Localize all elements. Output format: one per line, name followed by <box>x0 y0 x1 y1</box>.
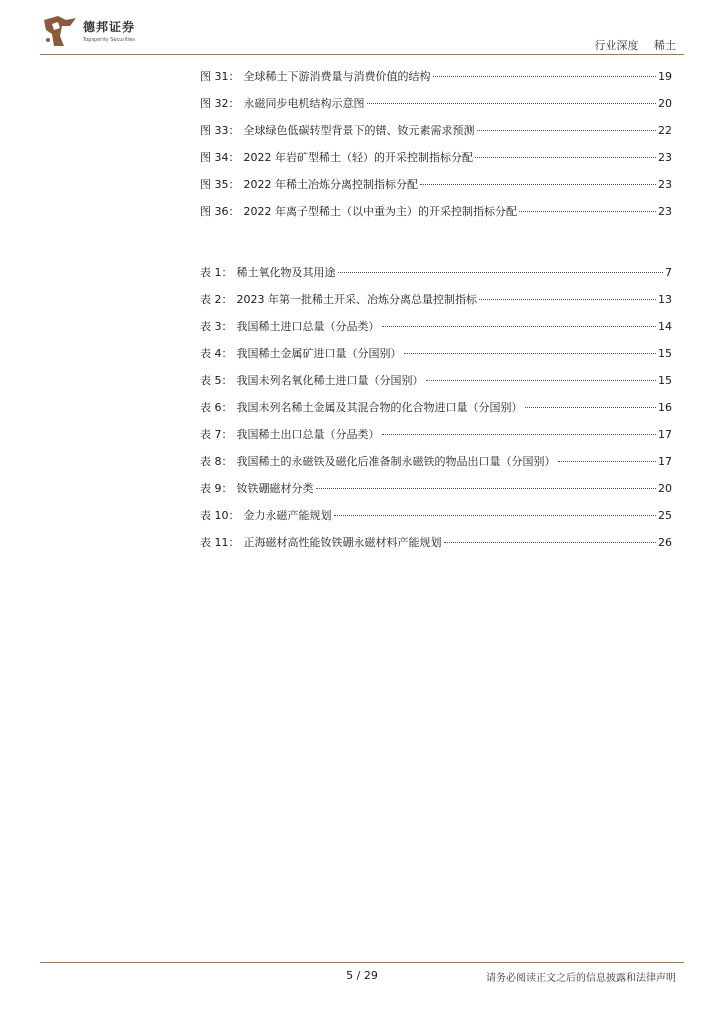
entry-title: 正海磁材高性能钕铁硼永磁材料产能规划 <box>243 536 442 549</box>
footer-disclaimer: 请务必阅读正文之后的信息披露和法律声明 <box>486 973 676 984</box>
company-logo <box>40 14 200 48</box>
table-index <box>200 264 672 561</box>
entry-page: 14 <box>658 320 672 333</box>
entry-number: 图 31： <box>200 70 240 83</box>
dot-leader <box>519 211 656 212</box>
entry-title: 我国稀土的永磁铁及磁化后准备制永磁铁的物品出口量（分国别） <box>236 455 556 468</box>
logo-text-en: Topsperity Securities <box>83 37 135 43</box>
entry-page: 22 <box>658 124 672 137</box>
dot-leader <box>558 461 657 462</box>
entry-page: 25 <box>658 509 672 522</box>
toc-entry[interactable] <box>200 318 672 345</box>
toc-entry[interactable] <box>200 399 672 426</box>
entry-number: 图 34： <box>200 151 240 164</box>
toc-entry[interactable] <box>200 453 672 480</box>
toc-entry[interactable] <box>200 372 672 399</box>
figure-index <box>200 68 672 230</box>
entry-number: 表 3： <box>200 320 233 333</box>
entry-title: 2022 年岩矿型稀土（轻）的开采控制指标分配 <box>243 151 473 164</box>
entry-number: 表 7： <box>200 428 233 441</box>
toc-entry[interactable] <box>200 534 672 561</box>
toc-entry[interactable] <box>200 345 672 372</box>
entry-number: 表 4： <box>200 347 233 360</box>
entry-page: 15 <box>658 347 672 360</box>
dot-leader <box>444 542 657 543</box>
entry-number: 表 2： <box>200 293 233 306</box>
footer-rule <box>40 962 684 963</box>
entry-number: 图 36： <box>200 205 240 218</box>
entry-title: 永磁同步电机结构示意图 <box>243 97 365 110</box>
entry-page: 7 <box>665 266 672 279</box>
dot-leader <box>367 103 657 104</box>
dot-leader <box>334 515 657 516</box>
entry-title: 我国稀土进口总量（分品类） <box>236 320 380 333</box>
dot-leader <box>382 326 657 327</box>
page-header <box>0 0 724 56</box>
entry-page: 20 <box>658 97 672 110</box>
entry-number: 图 32： <box>200 97 240 110</box>
dot-leader <box>316 488 657 489</box>
entry-title: 全球绿色低碳转型背景下的镨、钕元素需求预测 <box>243 124 475 137</box>
entry-title: 2022 年离子型稀土（以中重为主）的开采控制指标分配 <box>243 205 517 218</box>
entry-number: 表 11： <box>200 536 240 549</box>
entry-page: 17 <box>658 455 672 468</box>
entry-title: 稀土氧化物及其用途 <box>236 266 336 279</box>
dot-leader <box>477 130 657 131</box>
toc-entry[interactable] <box>200 149 672 176</box>
dot-leader <box>404 353 657 354</box>
dot-leader <box>475 157 656 158</box>
toc-entry[interactable] <box>200 122 672 149</box>
dot-leader <box>433 76 657 77</box>
entry-title: 2023 年第一批稀土开采、冶炼分离总量控制指标 <box>236 293 477 306</box>
report-sector: 稀土 <box>654 39 676 52</box>
dot-leader <box>420 184 656 185</box>
toc-entry[interactable] <box>200 426 672 453</box>
header-tags <box>595 37 677 53</box>
entry-number: 表 9： <box>200 482 233 495</box>
entry-page: 19 <box>658 70 672 83</box>
toc-entry[interactable] <box>200 291 672 318</box>
entry-title: 我国稀土出口总量（分品类） <box>236 428 380 441</box>
entry-page: 13 <box>658 293 672 306</box>
entry-page: 23 <box>658 178 672 191</box>
toc-entry[interactable] <box>200 95 672 122</box>
entry-page: 26 <box>658 536 672 549</box>
entry-number: 图 33： <box>200 124 240 137</box>
report-category: 行业深度 <box>594 39 639 52</box>
entry-page: 15 <box>658 374 672 387</box>
entry-title: 全球稀土下游消费量与消费价值的结构 <box>243 70 431 83</box>
logo-mark-icon <box>40 14 80 48</box>
dot-leader <box>426 380 657 381</box>
dot-leader <box>338 272 664 273</box>
toc-entry[interactable] <box>200 176 672 203</box>
toc-entry[interactable] <box>200 203 672 230</box>
entry-title: 我国稀土金属矿进口量（分国别） <box>236 347 402 360</box>
page-number: 5 / 29 <box>346 969 378 982</box>
toc-entry[interactable] <box>200 480 672 507</box>
entry-page: 23 <box>658 151 672 164</box>
entry-title: 2022 年稀土冶炼分离控制指标分配 <box>243 178 418 191</box>
entry-page: 20 <box>658 482 672 495</box>
entry-number: 表 1： <box>200 266 233 279</box>
dot-leader <box>382 434 657 435</box>
entry-number: 表 6： <box>200 401 233 414</box>
dot-leader <box>525 407 657 408</box>
entry-number: 表 10： <box>200 509 240 522</box>
logo-text-cn: 德邦证券 <box>83 20 136 34</box>
toc-entry[interactable] <box>200 264 672 291</box>
entry-title: 我国未列名氧化稀土进口量（分国别） <box>236 374 424 387</box>
entry-page: 16 <box>658 401 672 414</box>
entry-title: 金力永磁产能规划 <box>243 509 332 522</box>
entry-number: 表 8： <box>200 455 233 468</box>
entry-number: 图 35： <box>200 178 240 191</box>
header-rule <box>40 54 684 55</box>
toc-entry[interactable] <box>200 507 672 534</box>
entry-page: 23 <box>658 205 672 218</box>
dot-leader <box>479 299 656 300</box>
entry-number: 表 5： <box>200 374 233 387</box>
entry-title: 我国未列名稀土金属及其混合物的化合物进口量（分国别） <box>236 401 523 414</box>
entry-title: 钕铁硼磁材分类 <box>236 482 314 495</box>
entry-page: 17 <box>658 428 672 441</box>
toc-entry[interactable] <box>200 68 672 95</box>
